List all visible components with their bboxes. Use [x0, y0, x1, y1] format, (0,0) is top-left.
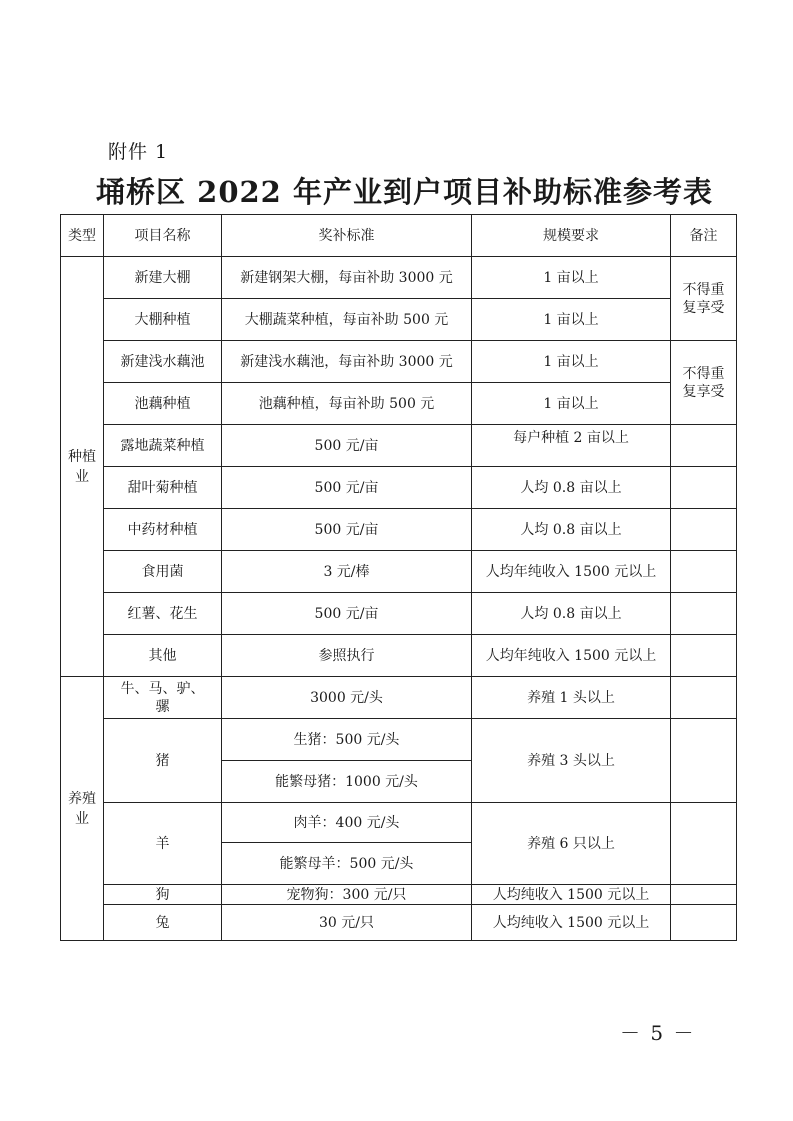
- table-row: [61, 719, 737, 761]
- header-scale: 规模要求: [472, 215, 671, 257]
- table-row: [61, 905, 737, 941]
- header-type: 类型: [61, 215, 104, 257]
- table-row: [61, 257, 737, 299]
- scale-cell: 人均纯收入 1500 元以上: [472, 885, 671, 905]
- remark-cell: [671, 467, 737, 509]
- project-name-cell: 中药材种植: [104, 509, 222, 551]
- project-name-cell: [104, 677, 222, 719]
- scale-cell: 养殖 1 头以上: [472, 677, 671, 719]
- scale-cell: 每户种植 2 亩以上: [472, 425, 671, 467]
- standard-cell: 池藕种植，每亩补助 500 元: [222, 383, 472, 425]
- remark-line1: 不得重: [682, 365, 725, 382]
- standard-cell: 3 元/棒: [222, 551, 472, 593]
- remark-cell: [671, 425, 737, 467]
- category-planting: [61, 257, 104, 677]
- subsidy-standard-table: [60, 214, 737, 941]
- standard-cell: 3000 元/头: [222, 677, 472, 719]
- cattle-name-line2: 骡: [155, 698, 170, 715]
- category-planting-line1: 种植: [68, 448, 96, 465]
- remark-line1: 不得重: [682, 281, 725, 298]
- scale-cell: 1 亩以上: [472, 257, 671, 299]
- project-name-cell: 甜叶菊种植: [104, 467, 222, 509]
- project-name-cell: 食用菌: [104, 551, 222, 593]
- table-row: [61, 885, 737, 905]
- table-row: [61, 383, 737, 425]
- project-name-cell: 狗: [104, 885, 222, 905]
- standard-cell: 大棚蔬菜种植，每亩补助 500 元: [222, 299, 472, 341]
- remark-cell: [671, 635, 737, 677]
- scale-cell: 人均年纯收入 1500 元以上: [472, 551, 671, 593]
- remark-cell: [671, 551, 737, 593]
- project-name-cell: 新建浅水藕池: [104, 341, 222, 383]
- table-row: [61, 509, 737, 551]
- header-remark: 备注: [671, 215, 737, 257]
- standard-cell: 生猪：500 元/头: [222, 719, 472, 761]
- table-row: [61, 299, 737, 341]
- project-name-cell: 新建大棚: [104, 257, 222, 299]
- project-name-cell: 其他: [104, 635, 222, 677]
- table-row: [61, 803, 737, 843]
- table-row: [61, 425, 737, 467]
- remark-cell: [671, 509, 737, 551]
- scale-cell: 1 亩以上: [472, 341, 671, 383]
- standard-cell: 宠物狗：300 元/只: [222, 885, 472, 905]
- table-row: [61, 467, 737, 509]
- standard-cell: 30 元/只: [222, 905, 472, 941]
- project-name-cell: 羊: [104, 803, 222, 885]
- remark-cell: [671, 677, 737, 719]
- table-header-row: [61, 215, 737, 257]
- remark-cell: [671, 593, 737, 635]
- page-number: － 5 －: [620, 1021, 696, 1045]
- project-name-cell: 兔: [104, 905, 222, 941]
- category-breeding-line2: 业: [75, 810, 89, 827]
- scale-cell: 1 亩以上: [472, 383, 671, 425]
- scale-cell: 人均年纯收入 1500 元以上: [472, 635, 671, 677]
- header-standard: 奖补标准: [222, 215, 472, 257]
- table-row: [61, 677, 737, 719]
- project-name-cell: 池藕种植: [104, 383, 222, 425]
- standard-cell: 肉羊：400 元/头: [222, 803, 472, 843]
- standard-cell: 500 元/亩: [222, 467, 472, 509]
- category-breeding-line1: 养殖: [68, 790, 96, 807]
- cattle-name-line1: 牛、马、驴、: [120, 680, 205, 697]
- header-project-name: 项目名称: [104, 215, 222, 257]
- remark-cell: [671, 905, 737, 941]
- table-row: [61, 593, 737, 635]
- remark-cell: [671, 719, 737, 803]
- scale-cell: 人均纯收入 1500 元以上: [472, 905, 671, 941]
- standard-cell: 新建浅水藕池，每亩补助 3000 元: [222, 341, 472, 383]
- table-row: [61, 341, 737, 383]
- standard-cell: 能繁母羊：500 元/头: [222, 843, 472, 885]
- standard-cell: 新建钢架大棚，每亩补助 3000 元: [222, 257, 472, 299]
- document-title: [0, 170, 793, 211]
- table-row: [61, 635, 737, 677]
- category-planting-line2: 业: [75, 468, 89, 485]
- scale-cell: 人均 0.8 亩以上: [472, 593, 671, 635]
- remark-cell: [671, 341, 737, 425]
- standard-cell: 能繁母猪：1000 元/头: [222, 761, 472, 803]
- standard-cell: 500 元/亩: [222, 593, 472, 635]
- remark-cell: [671, 803, 737, 885]
- standard-cell: 500 元/亩: [222, 509, 472, 551]
- remark-cell: [671, 257, 737, 341]
- project-name-cell: 红薯、花生: [104, 593, 222, 635]
- scale-cell: 养殖 6 只以上: [472, 803, 671, 885]
- table-row: [61, 551, 737, 593]
- remark-cell: [671, 885, 737, 905]
- standard-cell: 500 元/亩: [222, 425, 472, 467]
- standard-cell: 参照执行: [222, 635, 472, 677]
- document-title-text: 埇桥区 2022 年产业到户项目补助标准参考表: [96, 175, 713, 209]
- scale-cell: 1 亩以上: [472, 299, 671, 341]
- category-breeding: [61, 677, 104, 941]
- scale-cell: 人均 0.8 亩以上: [472, 509, 671, 551]
- remark-line2: 复享受: [682, 383, 725, 400]
- project-name-cell: 大棚种植: [104, 299, 222, 341]
- project-name-cell: 猪: [104, 719, 222, 803]
- project-name-cell: 露地蔬菜种植: [104, 425, 222, 467]
- scale-cell: 人均 0.8 亩以上: [472, 467, 671, 509]
- scale-cell: 养殖 3 头以上: [472, 719, 671, 803]
- attachment-label: 附件 1: [108, 141, 169, 163]
- remark-line2: 复享受: [682, 299, 725, 316]
